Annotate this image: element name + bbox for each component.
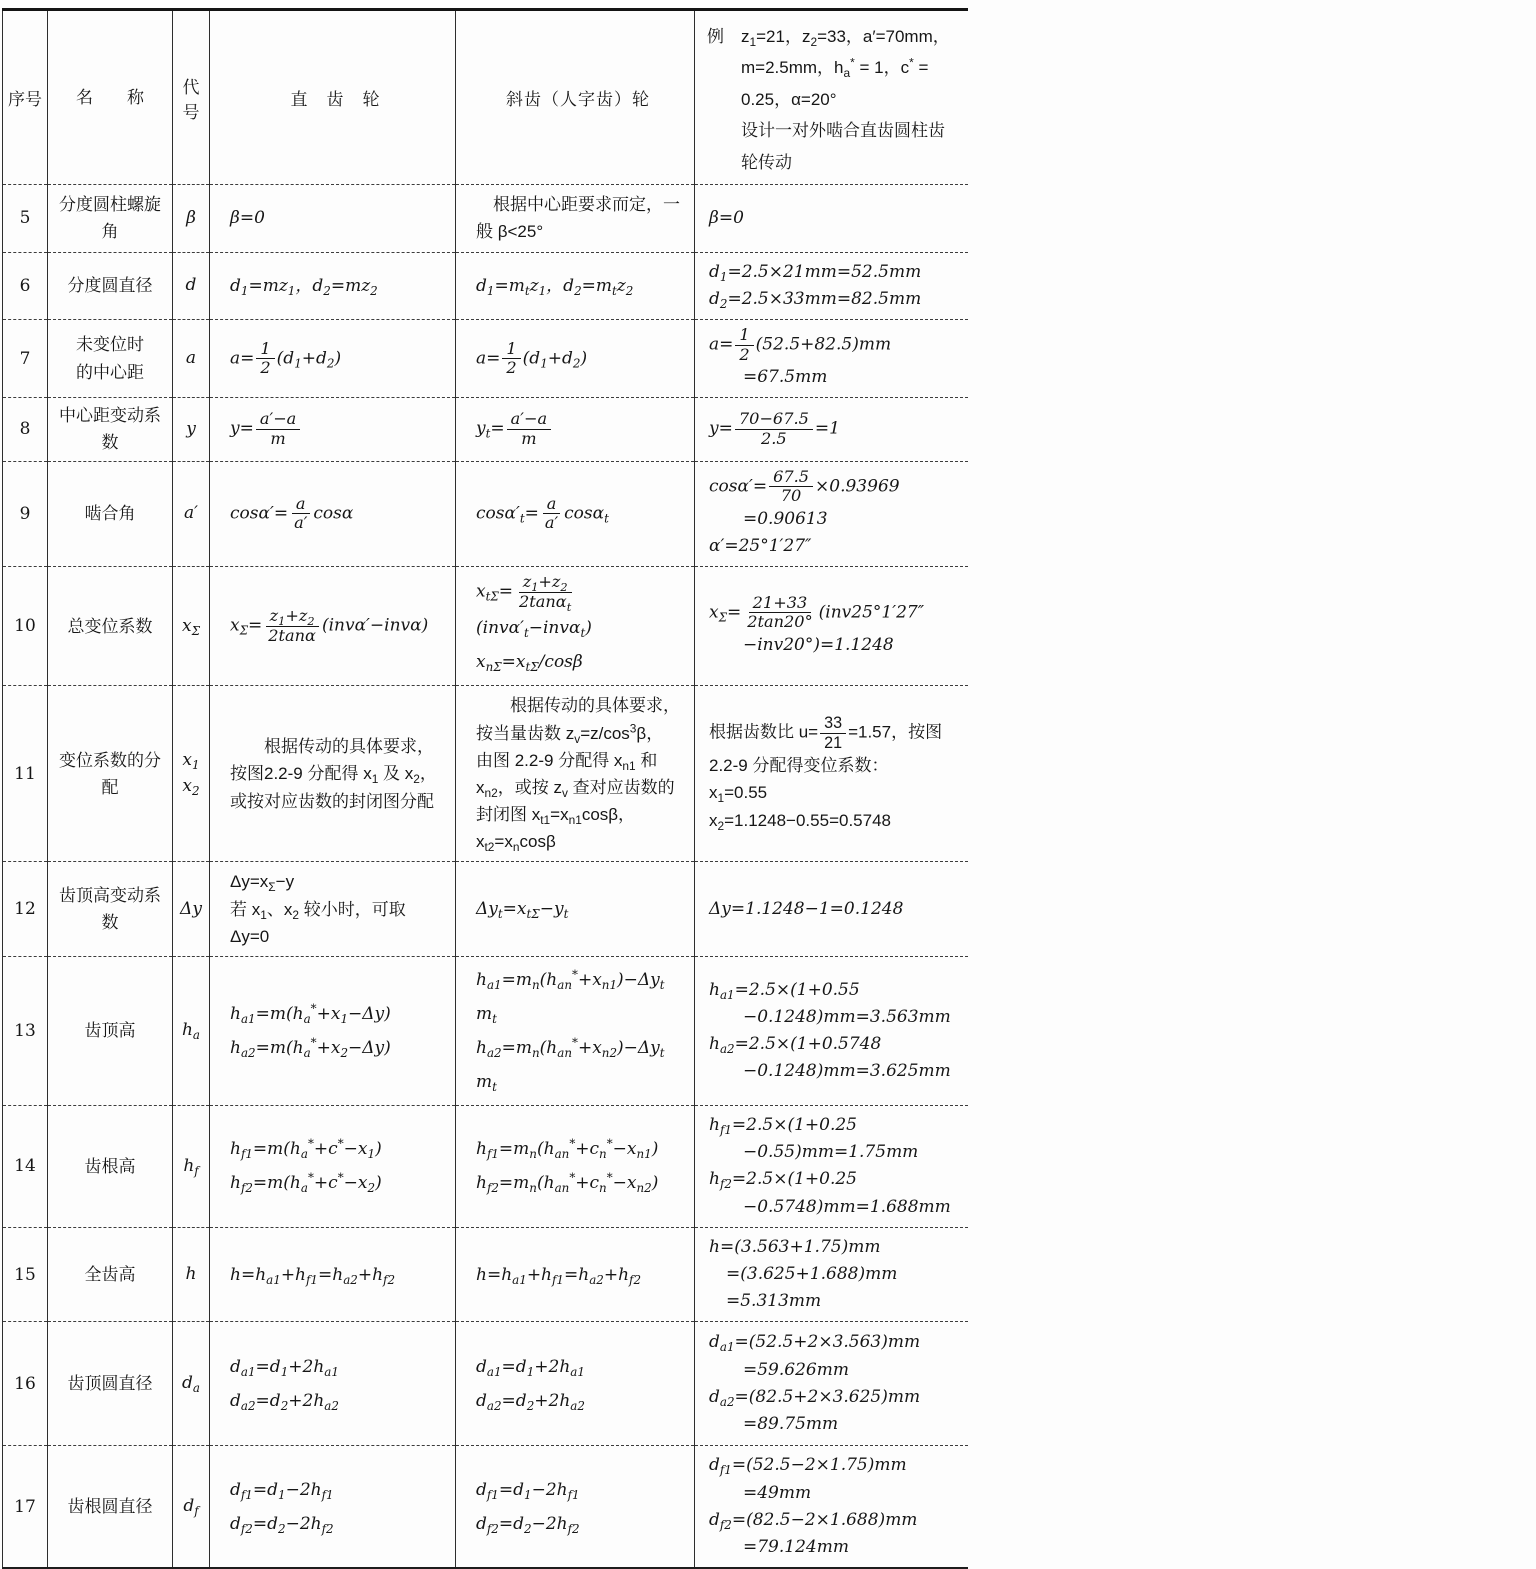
cell-name: 啮合角 bbox=[48, 461, 173, 567]
cell-helical: $h_{a1}=m_n(h_{an}^*+x_{n1})-\Delta y_tm_t$ $h_{a2}=m_n(h_{an}^*+x_{n2})-\Delta y_tm_t$ bbox=[456, 957, 695, 1106]
cell-example: a= $\frac{1}{2}$ (52.5+82.5)mm =67.5mm bbox=[695, 319, 968, 397]
cell-num: 17 bbox=[3, 1446, 48, 1568]
cell-num: 8 bbox=[3, 398, 48, 461]
cell-helical: a= $\frac{1}{2}$ $(d_1+d_2)$ bbox=[456, 319, 695, 397]
cell-helical: $d_1=m_tz_1$，$d_2=m_tz_2$ bbox=[456, 252, 695, 319]
cell-example: cosα′= $\frac{67.5}{70}$ ×0.93969 =0.90613 α′=25°1′27″ bbox=[695, 461, 968, 567]
cell-symbol: a′ bbox=[173, 461, 210, 567]
cell-spur: $x_\Sigma=$ $\frac{z_1+z_2}{2\tan\alpha}$ (invα′−invα) bbox=[210, 567, 456, 686]
fraction: $\frac{1}{2}$ bbox=[735, 326, 753, 364]
cell-num: 15 bbox=[3, 1227, 48, 1322]
header-seq-number: 序号 bbox=[3, 10, 48, 185]
fraction: $\frac{z_1+z_2}{2\tan\alpha}$ bbox=[264, 607, 320, 645]
cell-spur: $h=h_{a1}+h_{f1}=h_{a2}+h_{f2}$ bbox=[210, 1227, 456, 1322]
cell-spur: a= $\frac{1}{2}$ $(d_1+d_2)$ bbox=[210, 319, 456, 397]
cell-spur: $h_{f1}=m(h_a^*+c^*-x_1)$ $h_{f2}=m(h_a^*+c^*-x_2)$ bbox=[210, 1106, 456, 1228]
cell-helical: $\Delta y_t=x_{t\Sigma}-y_t$ bbox=[456, 862, 695, 957]
cell-name: 齿根圆直径 bbox=[48, 1446, 173, 1568]
header-spur-gear: 直 齿 轮 bbox=[210, 10, 456, 185]
cell-helical: $d_{f1}=d_1-2h_{f1}$ $d_{f2}=d_2-2h_{f2}$ bbox=[456, 1446, 695, 1568]
cell-example: $d_{f1}=(52.5-2\times 1.75)mm$ =49mm $d_{f2}=(82.5-2\times 1.688)mm$ =79.124mm bbox=[695, 1446, 968, 1568]
cell-name: 分度圆直径 bbox=[48, 252, 173, 319]
cell-name: 总变位系数 bbox=[48, 567, 173, 686]
cell-symbol: y bbox=[173, 398, 210, 461]
table-row bbox=[3, 185, 968, 252]
fraction: $\frac{a}{a'}$ bbox=[290, 495, 311, 533]
cell-num: 11 bbox=[3, 686, 48, 862]
table-row bbox=[3, 957, 968, 1106]
cell-spur: $\Delta y=x_\Sigma-y$ 若 $x_1$、$x_2$ 较小时，可取 Δy=0 bbox=[210, 862, 456, 957]
fraction: $\frac{a'-a}{m}$ bbox=[507, 410, 551, 448]
cell-symbol: d bbox=[173, 252, 210, 319]
cell-spur: $h_{a1}=m(h_a^*+x_1-\Delta y)$ $h_{a2}=m(h_a^*+x_2-\Delta y)$ bbox=[210, 957, 456, 1106]
table-row bbox=[3, 1106, 968, 1228]
table-row bbox=[3, 686, 968, 862]
table-header bbox=[3, 10, 968, 185]
cell-example: 根据齿数比 u= $\frac{33}{21}$ =1.57，按图 2.2-9 分配得变位系数： $x_1=0.55$ $x_2=1.1248-0.55=0.5748$ bbox=[695, 686, 968, 862]
cell-helical: $\cos\alpha'_t=$ $\frac{a}{a'}$ cosα$_t$ bbox=[456, 461, 695, 567]
fraction: $\frac{a}{a'}$ bbox=[541, 495, 562, 533]
cell-helical: 根据中心距要求而定，一般 β<25° bbox=[456, 185, 695, 252]
table-body bbox=[3, 185, 968, 1568]
cell-example: $h_{a1}=2.5\times(1+0.55$ −0.1248)mm=3.563mm $h_{a2}=2.5\times(1+0.5748$ −0.1248)mm=3.625mm bbox=[695, 957, 968, 1106]
cell-num: 14 bbox=[3, 1106, 48, 1228]
cell-spur: cosα′= $\frac{a}{a'}$ cosα bbox=[210, 461, 456, 567]
cell-symbol: $d_f$ bbox=[173, 1446, 210, 1568]
fraction: $\frac{70-67.5}{2.5}$ bbox=[735, 410, 813, 448]
fraction: $\frac{21+33}{2\tan 20^\circ}$ bbox=[747, 592, 813, 632]
cell-spur: 根据传动的具体要求，按图2.2-9 分配得 $x_1$ 及 $x_2$，或按对应齿数的封闭图分配 bbox=[210, 686, 456, 862]
cell-symbol: Δy bbox=[173, 862, 210, 957]
cell-example: h=(3.563+1.75)mm =(3.625+1.688)mm =5.313mm bbox=[695, 1227, 968, 1322]
fraction: $\frac{67.5}{70}$ bbox=[769, 468, 813, 506]
cell-helical: $y_t=$ $\frac{a'-a}{m}$ bbox=[456, 398, 695, 461]
cell-example: Δy=1.1248−1=0.1248 bbox=[695, 862, 968, 957]
cell-spur: $d_{a1}=d_1+2h_{a1}$ $d_{a2}=d_2+2h_{a2}$ bbox=[210, 1322, 456, 1446]
cell-name: 齿顶高 bbox=[48, 957, 173, 1106]
cell-example: $x_\Sigma=$ $\frac{21+33}{2\tan 20^\circ}$ (inv25°1′27″ −inv20°)=1.1248 bbox=[695, 567, 968, 686]
cell-example: y= $\frac{70-67.5}{2.5}$ =1 bbox=[695, 398, 968, 461]
cell-symbol: β bbox=[173, 185, 210, 252]
scanned-gear-design-table-page bbox=[0, 8, 1536, 1557]
cell-helical: $h_{f1}=m_n(h_{an}^*+c_n^*-x_{n1})$ $h_{f2}=m_n(h_{an}^*+c_n^*-x_{n2})$ bbox=[456, 1106, 695, 1228]
cell-symbol: h bbox=[173, 1227, 210, 1322]
gear-parameter-table bbox=[2, 8, 968, 1569]
table-row bbox=[3, 461, 968, 567]
cell-name: 分度圆柱螺旋角 bbox=[48, 185, 173, 252]
cell-name: 中心距变动系数 bbox=[48, 398, 173, 461]
cell-example: β=0 bbox=[695, 185, 968, 252]
header-symbol: 代号 bbox=[173, 10, 210, 185]
fraction: $\frac{1}{2}$ bbox=[256, 340, 274, 378]
cell-name: 齿顶高变动系数 bbox=[48, 862, 173, 957]
cell-num: 10 bbox=[3, 567, 48, 686]
fraction: $\frac{z_1+z_2}{2\tan\alpha_t}$ bbox=[519, 572, 572, 614]
fraction: $\frac{33}{21}$ bbox=[820, 714, 846, 752]
cell-name: 齿根高 bbox=[48, 1106, 173, 1228]
cell-symbol: $h_a$ bbox=[173, 957, 210, 1106]
cell-name: 齿顶圆直径 bbox=[48, 1322, 173, 1446]
cell-num: 12 bbox=[3, 862, 48, 957]
table-row bbox=[3, 567, 968, 686]
cell-num: 13 bbox=[3, 957, 48, 1106]
cell-example: $h_{f1}=2.5\times(1+0.25$ −0.55)mm=1.75mm $h_{f2}=2.5\times(1+0.25$ −0.5748)mm=1.688mm bbox=[695, 1106, 968, 1228]
table-row bbox=[3, 398, 968, 461]
cell-helical: $x_{t\Sigma}=$ $\frac{z_1+z_2}{2\tan\alpha_t}$ $(inv\alpha'_t-inv\alpha_t)$ $x_{n\Sigma}=x_{t\Sigma}$/cosβ bbox=[456, 567, 695, 686]
cell-symbol: a bbox=[173, 319, 210, 397]
header-helical-gear: 斜齿（人字齿）轮 bbox=[456, 10, 695, 185]
cell-name: 变位系数的分配 bbox=[48, 686, 173, 862]
cell-spur: β=0 bbox=[210, 185, 456, 252]
fraction: $\frac{a'-a}{m}$ bbox=[256, 410, 300, 448]
cell-num: 5 bbox=[3, 185, 48, 252]
cell-num: 7 bbox=[3, 319, 48, 397]
cell-symbol: $d_a$ bbox=[173, 1322, 210, 1446]
cell-num: 6 bbox=[3, 252, 48, 319]
cell-helical: $d_{a1}=d_1+2h_{a1}$ $d_{a2}=d_2+2h_{a2}$ bbox=[456, 1322, 695, 1446]
cell-helical: $h=h_{a1}+h_{f1}=h_{a2}+h_{f2}$ bbox=[456, 1227, 695, 1322]
cell-symbol: $h_f$ bbox=[173, 1106, 210, 1228]
header-name: 名 称 bbox=[48, 10, 173, 185]
table-row bbox=[3, 862, 968, 957]
cell-symbol: $x_1$ $x_2$ bbox=[173, 686, 210, 862]
cell-num: 16 bbox=[3, 1322, 48, 1446]
cell-num: 9 bbox=[3, 461, 48, 567]
cell-helical: 根据传动的具体要求，按当量齿数 $z_v=z/\cos^3\beta$，由图 2.2-9 分配得 $x_{n1}$ 和 $x_{n2}$，或按 $z_v$ 查对应齿数的封闭图 $x_{t1}=x_{n1}\cos\beta$，$x_{t2}=x_n\cos\beta$ bbox=[456, 686, 695, 862]
cell-name: 未变位时 的中心距 bbox=[48, 319, 173, 397]
cell-symbol: $x_\Sigma$ bbox=[173, 567, 210, 686]
header-row bbox=[3, 10, 968, 185]
table-row bbox=[3, 1227, 968, 1322]
cell-name: 全齿高 bbox=[48, 1227, 173, 1322]
cell-spur: y= $\frac{a'-a}{m}$ bbox=[210, 398, 456, 461]
table-row bbox=[3, 319, 968, 397]
cell-spur: $d_{f1}=d_1-2h_{f1}$ $d_{f2}=d_2-2h_{f2}$ bbox=[210, 1446, 456, 1568]
cell-example: $d_{a1}=(52.5+2\times 3.563)mm$ =59.626mm $d_{a2}=(82.5+2\times 3.625)mm$ =89.75mm bbox=[695, 1322, 968, 1446]
table-row bbox=[3, 252, 968, 319]
header-example: 例 $z_1=21$，$z_2=33$，a′=70mm， m=2.5mm，$h_a^* = 1$，c* = 0.25，α=20° 设计一对外啮合直齿圆柱齿 轮传动 bbox=[695, 10, 968, 185]
table-row bbox=[3, 1446, 968, 1568]
cell-spur: $d_1=mz_1$，$d_2=mz_2$ bbox=[210, 252, 456, 319]
fraction: $\frac{1}{2}$ bbox=[502, 340, 520, 378]
table-row bbox=[3, 1322, 968, 1446]
cell-example: $d_1=2.5\times 21mm=52.5mm$ $d_2=2.5\times 33mm=82.5mm$ bbox=[695, 252, 968, 319]
